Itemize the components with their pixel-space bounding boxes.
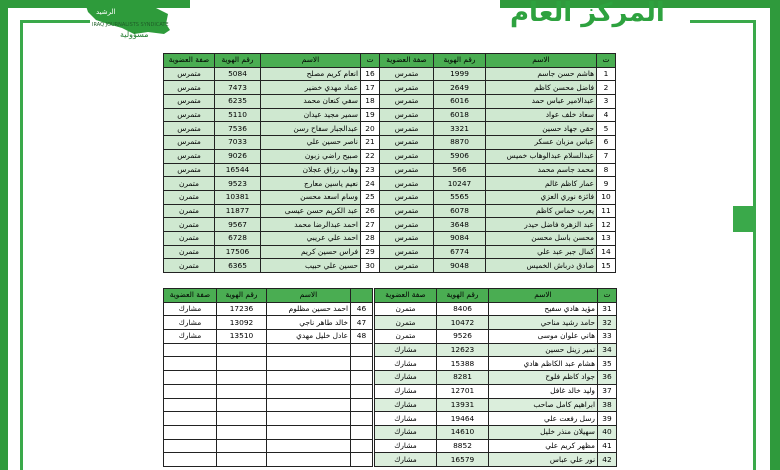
table-cell-nm: وليد خالد غافل (489, 384, 598, 398)
table-cell-st: متمرس (164, 122, 215, 136)
table-cell-empty (351, 425, 373, 439)
table-row (375, 425, 617, 439)
table-row (164, 149, 616, 163)
table-row (375, 439, 617, 453)
table-cell-id: 6078 (434, 204, 486, 218)
table-cell-nm: محمد جاسم محمد (486, 163, 597, 177)
table-cell-nm: عبدالسلام عبدالوهاب خميس (486, 149, 597, 163)
table-cell-empty (267, 453, 351, 467)
header-id: رقم الهوية (215, 54, 261, 68)
frame-border-right (770, 0, 780, 470)
table-cell-st: مشارك (375, 371, 437, 385)
table-cell-n: 1 (597, 67, 616, 81)
table-cell-nm: نمير زينل حسين (489, 343, 598, 357)
table-cell-nm: حسين علي حبيب (261, 259, 361, 273)
header-status: صفة العضوية (375, 289, 437, 303)
table-cell-n: 41 (598, 439, 617, 453)
table-cell-st: متمرس (380, 149, 434, 163)
header-name: الاسم (486, 54, 597, 68)
table-header-row (375, 289, 617, 303)
table-cell-n: 47 (351, 316, 373, 330)
table-cell-empty (267, 357, 351, 371)
table-cell-nm: فراس حسين كريم (261, 245, 361, 259)
table-cell-st: مشارك (375, 398, 437, 412)
header-seq: ت (598, 289, 617, 303)
header-name: الاسم (267, 289, 351, 303)
table-cell-id: 7536 (215, 122, 261, 136)
table-row (164, 190, 616, 204)
table-cell-n: 14 (597, 245, 616, 259)
table-cell-empty (267, 384, 351, 398)
table-cell-nm: نور علي عباس (489, 453, 598, 467)
table-cell-nm: سعاد خلف عواد (486, 108, 597, 122)
table-cell-id: 9084 (434, 231, 486, 245)
table-row (375, 371, 617, 385)
table-row (375, 330, 617, 344)
table-row (164, 81, 616, 95)
logo-caption: مسؤولية (120, 30, 149, 39)
table-cell-id: 7473 (215, 81, 261, 95)
table-cell-st: متمرس (164, 95, 215, 109)
table-row (164, 259, 616, 273)
table-cell-nm: احمد عبدالرضا محمد (261, 218, 361, 232)
table-cell-nm: محسن باسل محسن (486, 231, 597, 245)
frame-border-left (0, 0, 8, 470)
table-cell-n: 42 (598, 453, 617, 467)
table-cell-id: 2649 (434, 81, 486, 95)
table-cell-n: 2 (597, 81, 616, 95)
table-cell-st: متمرس (380, 108, 434, 122)
table-cell-id: 9526 (437, 330, 489, 344)
table-row (164, 316, 373, 330)
table-cell-id: 13510 (217, 330, 267, 344)
table-cell-n: 22 (361, 149, 380, 163)
table-cell-id: 17236 (217, 302, 267, 316)
table-cell-n: 31 (598, 302, 617, 316)
table-cell-nm: عبد الزهرة فاضل حيدر (486, 218, 597, 232)
table-cell-empty (164, 412, 217, 426)
table-row (164, 398, 373, 412)
table-cell-n: 28 (361, 231, 380, 245)
header-id: رقم الهوية (217, 289, 267, 303)
table-cell-id: 8870 (434, 136, 486, 150)
table-cell-st: متمرس (380, 218, 434, 232)
table-cell-n: 15 (597, 259, 616, 273)
table-row (164, 371, 373, 385)
table-cell-nm: حقي جهاد حسين (486, 122, 597, 136)
table-cell-n: 10 (597, 190, 616, 204)
table-cell-id: 13092 (217, 316, 267, 330)
table-cell-nm: وهاب رزاق عجلان (261, 163, 361, 177)
table-cell-id: 566 (434, 163, 486, 177)
header-seq: ت (597, 54, 616, 68)
table-cell-st: متمرس (164, 136, 215, 150)
table-cell-n: 6 (597, 136, 616, 150)
table-cell-empty (351, 384, 373, 398)
table-cell-st: مشارك (375, 425, 437, 439)
header-id: رقم الهوية (434, 54, 486, 68)
table-cell-n: 7 (597, 149, 616, 163)
table-cell-nm: سهيلان منذر خليل (489, 425, 598, 439)
table-cell-id: 10247 (434, 177, 486, 191)
table-cell-empty (164, 398, 217, 412)
table-cell-nm: رسل رفعت علي (489, 412, 598, 426)
table-cell-nm: عبد الكريم حسن عيسى (261, 204, 361, 218)
members-table-top (163, 53, 616, 273)
table-cell-id: 13931 (437, 398, 489, 412)
table-cell-empty (267, 343, 351, 357)
table-cell-empty (217, 384, 267, 398)
table-cell-n: 5 (597, 122, 616, 136)
table-cell-nm: هشام عبد الكاظم هادي (489, 357, 598, 371)
table-cell-id: 9567 (215, 218, 261, 232)
table-cell-n: 17 (361, 81, 380, 95)
table-cell-n: 23 (361, 163, 380, 177)
table-cell-n: 39 (598, 412, 617, 426)
table-cell-n: 3 (597, 95, 616, 109)
table-cell-nm: مؤيد هادي سفيح (489, 302, 598, 316)
table-cell-st: متمرس (164, 163, 215, 177)
table-cell-st: متمرس (164, 67, 215, 81)
table-cell-st: متمرس (380, 259, 434, 273)
table-row (164, 231, 616, 245)
table-cell-id: 8406 (437, 302, 489, 316)
table-cell-n: 18 (361, 95, 380, 109)
page-title: المركز العام (510, 0, 665, 28)
table-row (164, 177, 616, 191)
table-cell-empty (217, 371, 267, 385)
table-cell-id: 8852 (437, 439, 489, 453)
table-cell-id: 9048 (434, 259, 486, 273)
table-cell-n: 35 (598, 357, 617, 371)
table-row (164, 163, 616, 177)
table-cell-id: 6728 (215, 231, 261, 245)
table-row (164, 425, 373, 439)
header-seq: ت (361, 54, 380, 68)
table-row (164, 343, 373, 357)
table-cell-empty (217, 398, 267, 412)
table-cell-id: 6365 (215, 259, 261, 273)
table-cell-nm: عماد مهدي خضير (261, 81, 361, 95)
table-cell-st: متمرن (164, 177, 215, 191)
table-cell-id: 5906 (434, 149, 486, 163)
header-status: صفة العضوية (380, 54, 434, 68)
header-status: صفة العضوية (164, 289, 217, 303)
table-cell-st: متمرس (380, 67, 434, 81)
table-cell-nm: نعيم ياسين معارج (261, 177, 361, 191)
table-cell-empty (217, 343, 267, 357)
table-row (375, 316, 617, 330)
table-cell-id: 1999 (434, 67, 486, 81)
table-cell-nm: عمار كاظم غالم (486, 177, 597, 191)
table-cell-empty (267, 425, 351, 439)
table-cell-n: 11 (597, 204, 616, 218)
table-row (164, 108, 616, 122)
table-cell-empty (164, 343, 217, 357)
table-cell-st: متمرس (380, 204, 434, 218)
table-row (164, 122, 616, 136)
table-row (164, 384, 373, 398)
table-row (375, 384, 617, 398)
table-cell-nm: ناصر حسين علي (261, 136, 361, 150)
table-cell-id: 14610 (437, 425, 489, 439)
table-cell-nm: سفي كنعان محمد (261, 95, 361, 109)
table-cell-nm: صادق درباش الخميس (486, 259, 597, 273)
table-cell-n: 20 (361, 122, 380, 136)
table-row (164, 204, 616, 218)
table-cell-nm: عادل خليل مهدي (267, 330, 351, 344)
table-cell-st: متمرس (164, 149, 215, 163)
table-cell-empty (351, 439, 373, 453)
table-cell-n: 25 (361, 190, 380, 204)
table-cell-st: متمرن (164, 259, 215, 273)
table-cell-st: متمرن (164, 218, 215, 232)
table-cell-nm: فاضل محسن كاظم (486, 81, 597, 95)
table-cell-nm: عبدالجبار سفاح رسن (261, 122, 361, 136)
table-cell-id: 6235 (215, 95, 261, 109)
table-cell-id: 16544 (215, 163, 261, 177)
table-cell-n: 38 (598, 398, 617, 412)
table-cell-st: متمرس (380, 245, 434, 259)
table-cell-nm: خالد طاهر ناجي (267, 316, 351, 330)
table-cell-empty (351, 412, 373, 426)
decorative-block (733, 206, 753, 232)
table-row (164, 302, 373, 316)
table-cell-id: 10472 (437, 316, 489, 330)
table-cell-st: متمرن (164, 231, 215, 245)
table-cell-empty (351, 398, 373, 412)
table-row (164, 67, 616, 81)
table-cell-n: 40 (598, 425, 617, 439)
table-cell-nm: هاشم حسن جاسم (486, 67, 597, 81)
table-cell-empty (217, 357, 267, 371)
table-cell-st: متمرس (380, 231, 434, 245)
table-cell-empty (217, 439, 267, 453)
table-cell-nm: صبيح راضي زبون (261, 149, 361, 163)
table-cell-nm: سمير مجيد عيدان (261, 108, 361, 122)
table-cell-id: 12623 (437, 343, 489, 357)
table-cell-st: مشارك (375, 453, 437, 467)
table-header-row (164, 289, 373, 303)
table-cell-id: 19464 (437, 412, 489, 426)
table-row (164, 439, 373, 453)
table-cell-st: متمرس (380, 95, 434, 109)
table-cell-n: 8 (597, 163, 616, 177)
table-cell-id: 12701 (437, 384, 489, 398)
table-cell-st: متمرس (380, 136, 434, 150)
table-cell-id: 9523 (215, 177, 261, 191)
table-cell-n: 48 (351, 330, 373, 344)
table-cell-nm: يعرب خماس كاظم (486, 204, 597, 218)
table-cell-id: 6774 (434, 245, 486, 259)
table-row (164, 218, 616, 232)
members-table-bottom-left (163, 288, 373, 467)
members-table-bottom-right (374, 288, 617, 467)
table-cell-st: مشارك (375, 343, 437, 357)
table-cell-id: 3321 (434, 122, 486, 136)
table-cell-st: مشارك (164, 302, 217, 316)
table-cell-st: مشارك (164, 316, 217, 330)
table-cell-nm: حامد رشيد مناحي (489, 316, 598, 330)
table-cell-n: 46 (351, 302, 373, 316)
table-cell-id: 5110 (215, 108, 261, 122)
table-cell-n: 9 (597, 177, 616, 191)
table-cell-empty (217, 453, 267, 467)
table-cell-st: متمرس (164, 81, 215, 95)
table-cell-nm: وسام اسعد محسن (261, 190, 361, 204)
table-row (375, 398, 617, 412)
table-cell-empty (164, 439, 217, 453)
table-cell-n: 13 (597, 231, 616, 245)
table-cell-id: 11877 (215, 204, 261, 218)
header-seq (351, 289, 373, 303)
table-row (375, 357, 617, 371)
table-cell-n: 19 (361, 108, 380, 122)
table-cell-empty (217, 425, 267, 439)
table-cell-n: 29 (361, 245, 380, 259)
table-cell-n: 32 (598, 316, 617, 330)
table-cell-nm: انعام كريم مصلح (261, 67, 361, 81)
header-name: الاسم (261, 54, 361, 68)
table-cell-empty (267, 439, 351, 453)
logo-text: الرشيد (96, 8, 116, 16)
table-row (164, 412, 373, 426)
table-cell-st: مشارك (375, 439, 437, 453)
table-cell-empty (351, 371, 373, 385)
table-cell-empty (267, 412, 351, 426)
header-status: صفة العضوية (164, 54, 215, 68)
table-cell-id: 5565 (434, 190, 486, 204)
table-cell-st: متمرس (380, 190, 434, 204)
header-id: رقم الهوية (437, 289, 489, 303)
table-cell-empty (164, 371, 217, 385)
table-cell-st: مشارك (375, 384, 437, 398)
table-cell-empty (267, 398, 351, 412)
table-cell-st: متمرس (380, 177, 434, 191)
table-row (164, 453, 373, 467)
table-row (164, 357, 373, 371)
table-cell-nm: كمال جبر عبد علي (486, 245, 597, 259)
table-cell-n: 24 (361, 177, 380, 191)
table-cell-id: 6016 (434, 95, 486, 109)
table-row (164, 136, 616, 150)
table-cell-st: متمرن (375, 302, 437, 316)
table-cell-empty (351, 343, 373, 357)
table-cell-n: 16 (361, 67, 380, 81)
table-row (375, 343, 617, 357)
table-row (164, 245, 616, 259)
table-row (375, 302, 617, 316)
inner-border-top (690, 20, 756, 23)
table-cell-st: متمرن (375, 330, 437, 344)
table-cell-st: متمرن (164, 190, 215, 204)
table-cell-n: 36 (598, 371, 617, 385)
table-row (375, 412, 617, 426)
table-cell-st: متمرس (380, 122, 434, 136)
table-cell-empty (164, 453, 217, 467)
header-name: الاسم (489, 289, 598, 303)
table-cell-empty (164, 384, 217, 398)
table-header-row (164, 54, 616, 68)
table-row (164, 95, 616, 109)
table-cell-n: 4 (597, 108, 616, 122)
table-cell-nm: فائزة نوري العزي (486, 190, 597, 204)
table-cell-id: 15388 (437, 357, 489, 371)
table-cell-nm: جواد كاظم فلوح (489, 371, 598, 385)
table-cell-id: 5084 (215, 67, 261, 81)
table-cell-st: متمرس (380, 163, 434, 177)
table-cell-nm: عباس مزبان عسكر (486, 136, 597, 150)
table-cell-nm: مظهر كريم علي (489, 439, 598, 453)
table-cell-n: 33 (598, 330, 617, 344)
table-cell-st: مشارك (164, 330, 217, 344)
table-cell-n: 34 (598, 343, 617, 357)
table-cell-empty (351, 357, 373, 371)
table-row (164, 330, 373, 344)
table-cell-id: 16579 (437, 453, 489, 467)
inner-border-right (753, 20, 756, 470)
table-cell-n: 37 (598, 384, 617, 398)
table-cell-st: متمرن (164, 204, 215, 218)
table-cell-st: مشارك (375, 357, 437, 371)
table-cell-id: 8281 (437, 371, 489, 385)
table-cell-nm: ابراهيم كامل صاحب (489, 398, 598, 412)
table-cell-nm: احمد حسين مظلوم (267, 302, 351, 316)
table-cell-id: 7033 (215, 136, 261, 150)
table-cell-id: 17506 (215, 245, 261, 259)
table-cell-nm: عبدالامير عباس حمد (486, 95, 597, 109)
table-cell-id: 10381 (215, 190, 261, 204)
table-cell-id: 9026 (215, 149, 261, 163)
table-cell-st: متمرس (380, 81, 434, 95)
table-cell-id: 6018 (434, 108, 486, 122)
table-cell-st: متمرس (164, 108, 215, 122)
table-cell-empty (164, 357, 217, 371)
table-cell-st: متمرن (164, 245, 215, 259)
table-cell-n: 26 (361, 204, 380, 218)
table-cell-st: مشارك (375, 412, 437, 426)
table-cell-n: 21 (361, 136, 380, 150)
table-row (375, 453, 617, 467)
inner-border-left (20, 20, 23, 470)
logo-subtext: IRAQ JOURNALISTS SYNDICATE (92, 22, 169, 28)
table-cell-empty (164, 425, 217, 439)
table-cell-empty (267, 371, 351, 385)
table-cell-nm: احمد علي عريبي (261, 231, 361, 245)
table-cell-n: 30 (361, 259, 380, 273)
table-cell-empty (217, 412, 267, 426)
table-cell-n: 12 (597, 218, 616, 232)
table-cell-empty (351, 453, 373, 467)
table-cell-id: 3648 (434, 218, 486, 232)
table-cell-n: 27 (361, 218, 380, 232)
table-cell-st: متمرن (375, 316, 437, 330)
table-cell-nm: هاني علوان موسى (489, 330, 598, 344)
